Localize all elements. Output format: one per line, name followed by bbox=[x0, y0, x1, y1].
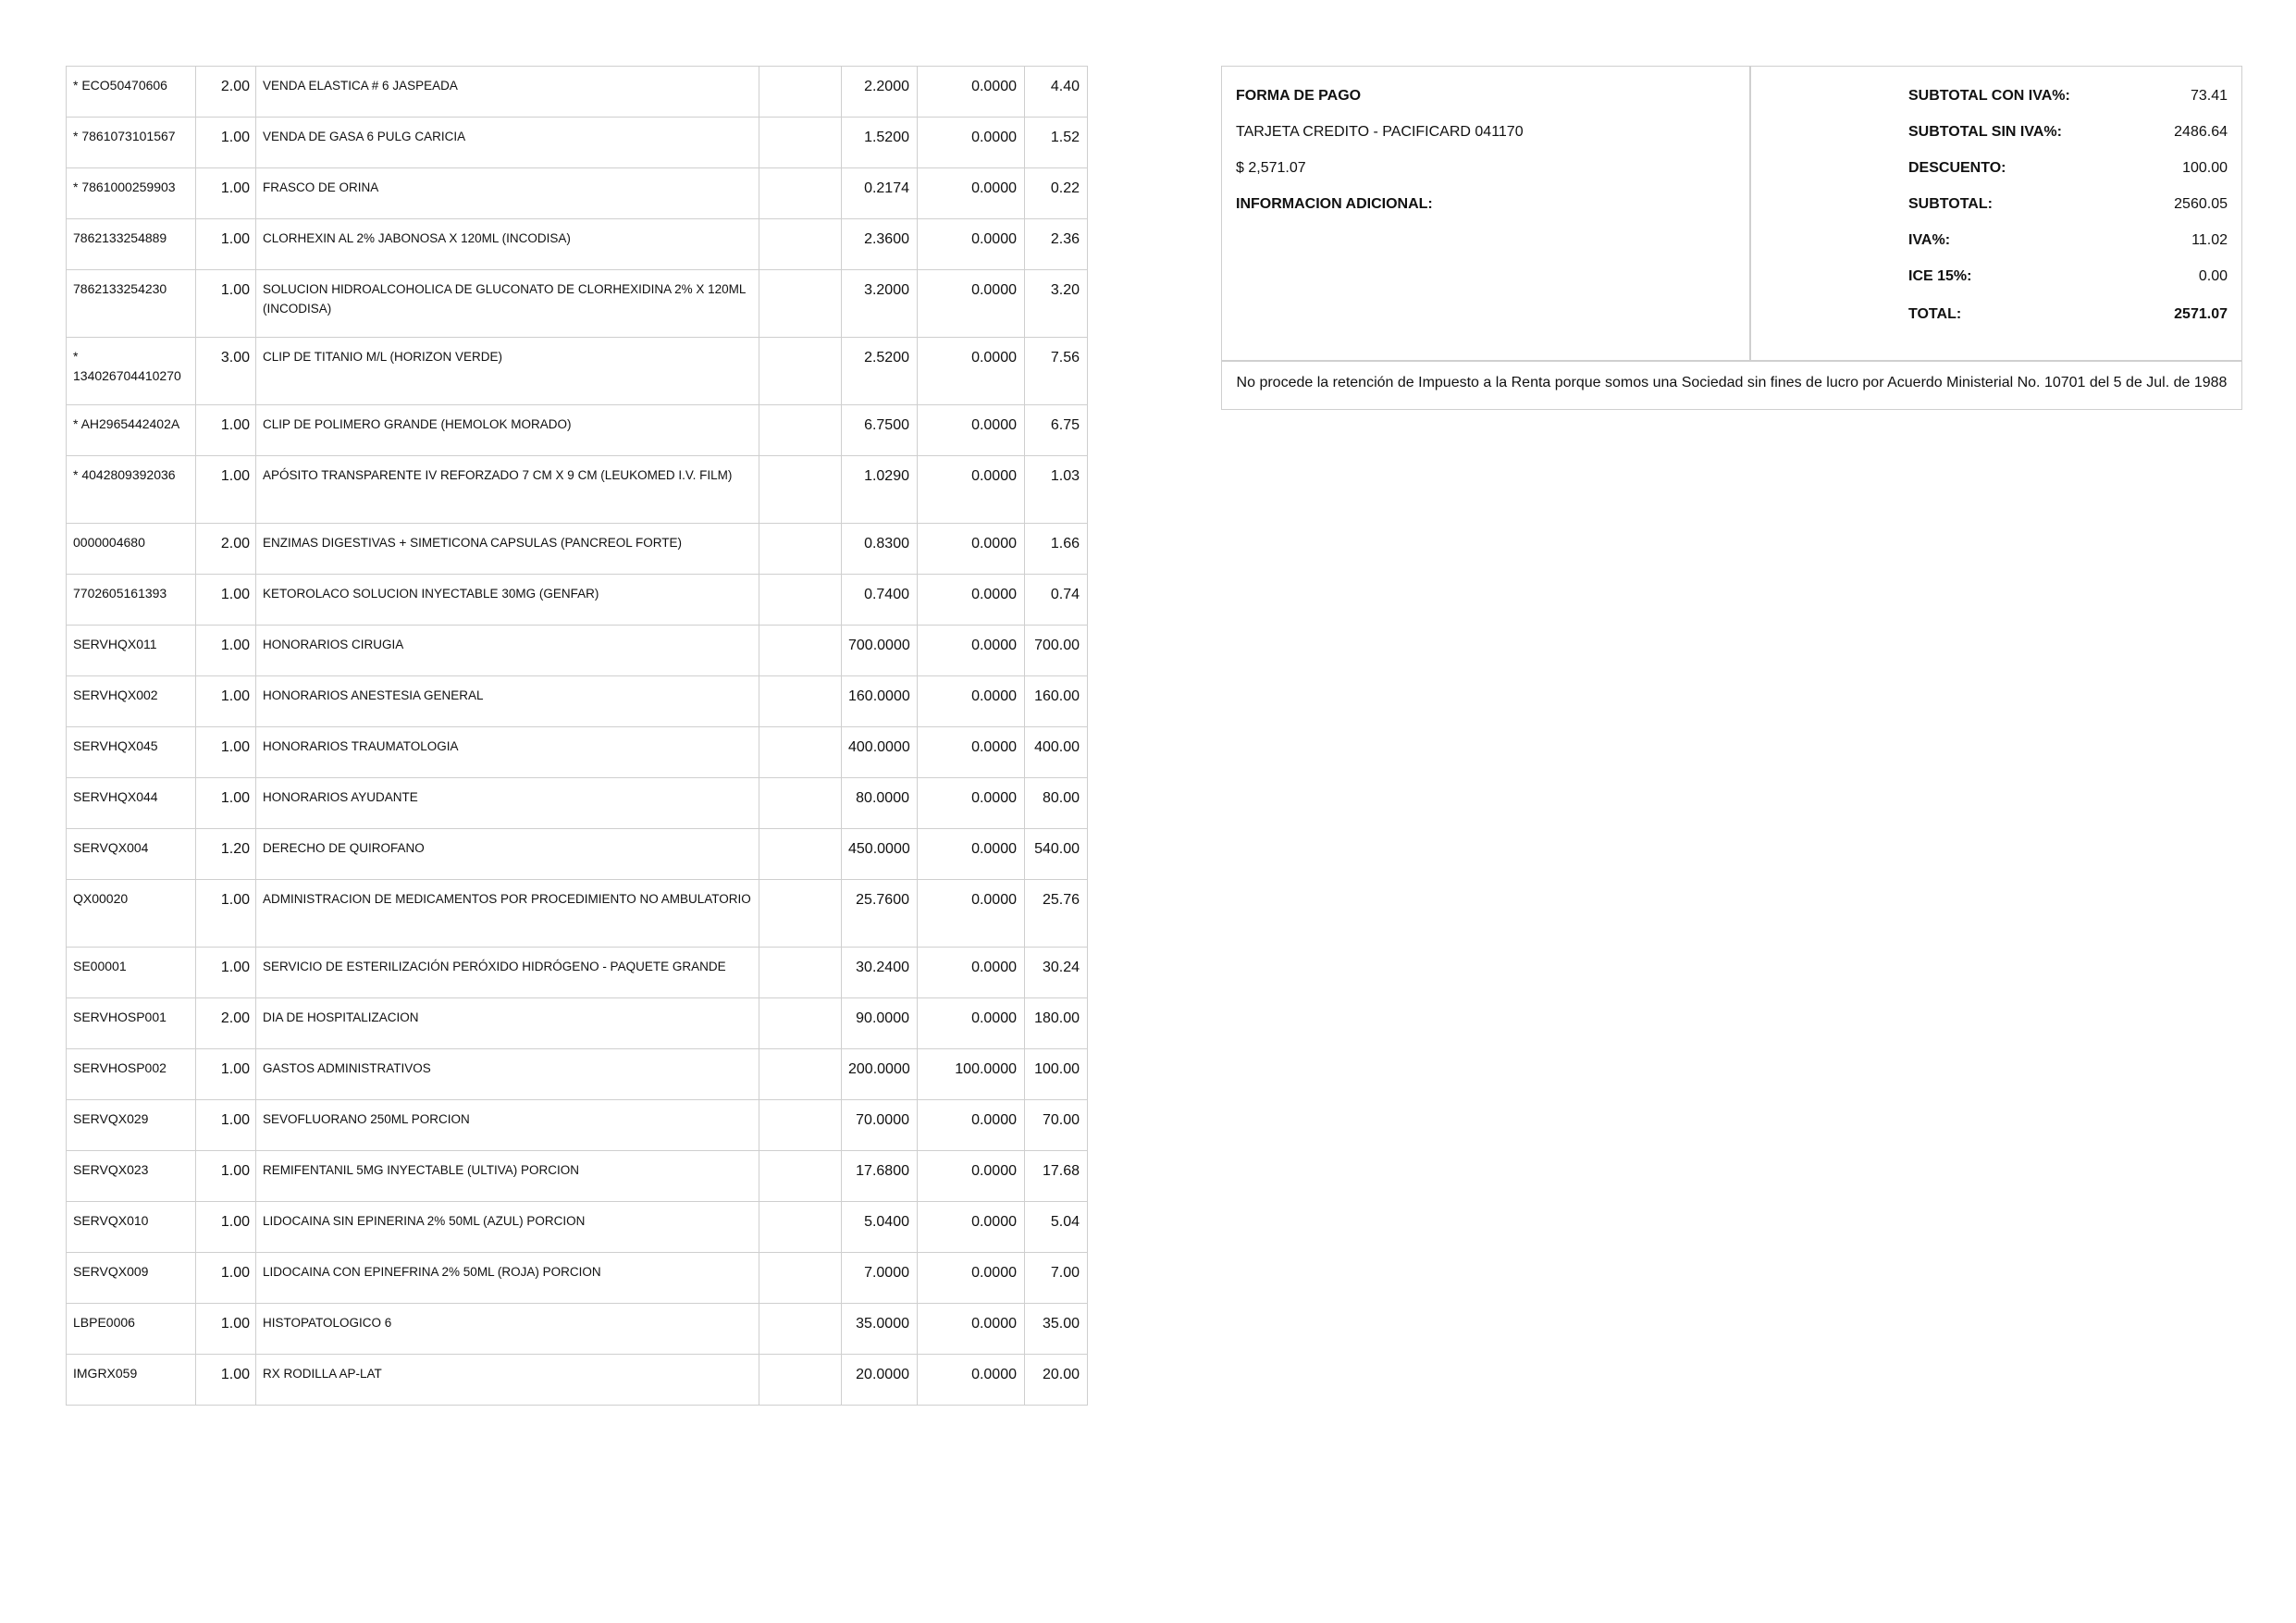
item-discount: 0.0000 bbox=[918, 1100, 1025, 1151]
item-description: FRASCO DE ORINA bbox=[256, 168, 759, 219]
item-description: LIDOCAINA SIN EPINERINA 2% 50ML (AZUL) PORCION bbox=[256, 1202, 759, 1253]
item-blank-cell bbox=[759, 67, 842, 118]
item-unit-price: 70.0000 bbox=[842, 1100, 918, 1151]
item-unit-price: 35.0000 bbox=[842, 1304, 918, 1355]
item-blank-cell bbox=[759, 1202, 842, 1253]
item-code: 7702605161393 bbox=[67, 575, 196, 626]
item-code: * ECO50470606 bbox=[67, 67, 196, 118]
item-code: SERVHQX044 bbox=[67, 778, 196, 829]
totals-row bbox=[1908, 121, 2228, 157]
item-total: 160.00 bbox=[1025, 676, 1088, 727]
item-total: 1.52 bbox=[1025, 118, 1088, 168]
totals-label: DESCUENTO: bbox=[1908, 160, 2006, 176]
item-code: * 7861000259903 bbox=[67, 168, 196, 219]
table-row bbox=[67, 880, 1088, 948]
item-description: HISTOPATOLOGICO 6 bbox=[256, 1304, 759, 1355]
item-unit-price: 2.3600 bbox=[842, 219, 918, 270]
totals-row bbox=[1908, 193, 2228, 229]
item-blank-cell bbox=[759, 1151, 842, 1202]
totals-value: 100.00 bbox=[2182, 160, 2228, 176]
totals-section bbox=[1908, 85, 2228, 340]
item-code: SERVQX023 bbox=[67, 1151, 196, 1202]
item-discount: 0.0000 bbox=[918, 829, 1025, 880]
item-blank-cell bbox=[759, 524, 842, 575]
item-discount: 0.0000 bbox=[918, 338, 1025, 405]
table-row bbox=[67, 270, 1088, 338]
item-unit-price: 25.7600 bbox=[842, 880, 918, 948]
totals-row bbox=[1908, 157, 2228, 193]
table-row bbox=[67, 829, 1088, 880]
item-discount: 0.0000 bbox=[918, 1253, 1025, 1304]
item-code: QX00020 bbox=[67, 880, 196, 948]
item-quantity: 1.00 bbox=[196, 118, 256, 168]
item-discount: 0.0000 bbox=[918, 998, 1025, 1049]
item-discount: 0.0000 bbox=[918, 1304, 1025, 1355]
item-blank-cell bbox=[759, 219, 842, 270]
item-code: SERVQX029 bbox=[67, 1100, 196, 1151]
item-description: ENZIMAS DIGESTIVAS + SIMETICONA CAPSULAS (PANCREOL FORTE) bbox=[256, 524, 759, 575]
item-quantity: 1.00 bbox=[196, 168, 256, 219]
item-discount: 0.0000 bbox=[918, 219, 1025, 270]
item-discount: 0.0000 bbox=[918, 575, 1025, 626]
item-description: REMIFENTANIL 5MG INYECTABLE (ULTIVA) PORCION bbox=[256, 1151, 759, 1202]
item-total: 2.36 bbox=[1025, 219, 1088, 270]
totals-label: IVA%: bbox=[1908, 232, 1951, 248]
item-quantity: 1.00 bbox=[196, 1049, 256, 1100]
item-quantity: 2.00 bbox=[196, 67, 256, 118]
item-unit-price: 200.0000 bbox=[842, 1049, 918, 1100]
item-blank-cell bbox=[759, 168, 842, 219]
item-description: VENDA ELASTICA # 6 JASPEADA bbox=[256, 67, 759, 118]
item-unit-price: 2.5200 bbox=[842, 338, 918, 405]
item-discount: 0.0000 bbox=[918, 270, 1025, 338]
item-blank-cell bbox=[759, 727, 842, 778]
totals-row bbox=[1908, 85, 2228, 121]
item-unit-price: 700.0000 bbox=[842, 626, 918, 676]
additional-info-label: INFORMACION ADICIONAL: bbox=[1236, 196, 1433, 212]
item-description: KETOROLACO SOLUCION INYECTABLE 30MG (GENFAR) bbox=[256, 575, 759, 626]
grand-total-label: TOTAL: bbox=[1908, 306, 1962, 322]
item-description: GASTOS ADMINISTRATIVOS bbox=[256, 1049, 759, 1100]
totals-value: 11.02 bbox=[2191, 232, 2228, 248]
item-code: SERVHOSP002 bbox=[67, 1049, 196, 1100]
item-total: 6.75 bbox=[1025, 405, 1088, 456]
payment-method: TARJETA CREDITO - PACIFICARD 041170 bbox=[1236, 124, 1524, 140]
item-quantity: 1.00 bbox=[196, 948, 256, 998]
table-row bbox=[67, 524, 1088, 575]
item-description: VENDA DE GASA 6 PULG CARICIA bbox=[256, 118, 759, 168]
item-description: HONORARIOS CIRUGIA bbox=[256, 626, 759, 676]
item-code: 0000004680 bbox=[67, 524, 196, 575]
totals-value: 2560.05 bbox=[2174, 196, 2228, 212]
item-code: * 7861073101567 bbox=[67, 118, 196, 168]
item-code: * 4042809392036 bbox=[67, 456, 196, 524]
item-unit-price: 0.7400 bbox=[842, 575, 918, 626]
item-unit-price: 0.8300 bbox=[842, 524, 918, 575]
item-blank-cell bbox=[759, 456, 842, 524]
table-row bbox=[67, 405, 1088, 456]
item-description: SERVICIO DE ESTERILIZACIÓN PERÓXIDO HIDRÓGENO - PAQUETE GRANDE bbox=[256, 948, 759, 998]
totals-label: SUBTOTAL SIN IVA%: bbox=[1908, 124, 2062, 140]
item-code: LBPE0006 bbox=[67, 1304, 196, 1355]
item-description: APÓSITO TRANSPARENTE IV REFORZADO 7 CM X 9 CM (LEUKOMED I.V. FILM) bbox=[256, 456, 759, 524]
item-unit-price: 5.0400 bbox=[842, 1202, 918, 1253]
item-blank-cell bbox=[759, 575, 842, 626]
item-code: SERVHQX011 bbox=[67, 626, 196, 676]
table-row bbox=[67, 575, 1088, 626]
item-discount: 0.0000 bbox=[918, 778, 1025, 829]
table-row bbox=[67, 456, 1088, 524]
item-discount: 0.0000 bbox=[918, 880, 1025, 948]
table-row bbox=[67, 778, 1088, 829]
item-blank-cell bbox=[759, 270, 842, 338]
totals-value: 73.41 bbox=[2190, 88, 2228, 104]
item-description: SOLUCION HIDROALCOHOLICA DE GLUCONATO DE CLORHEXIDINA 2% X 120ML (INCODISA) bbox=[256, 270, 759, 338]
item-total: 35.00 bbox=[1025, 1304, 1088, 1355]
item-description: RX RODILLA AP-LAT bbox=[256, 1355, 759, 1406]
item-discount: 0.0000 bbox=[918, 1202, 1025, 1253]
payment-amount: $ 2,571.07 bbox=[1236, 160, 1306, 176]
item-quantity: 1.00 bbox=[196, 270, 256, 338]
item-blank-cell bbox=[759, 1100, 842, 1151]
item-quantity: 1.00 bbox=[196, 626, 256, 676]
item-unit-price: 400.0000 bbox=[842, 727, 918, 778]
item-blank-cell bbox=[759, 778, 842, 829]
item-discount: 0.0000 bbox=[918, 67, 1025, 118]
item-description: ADMINISTRACION DE MEDICAMENTOS POR PROCEDIMIENTO NO AMBULATORIO bbox=[256, 880, 759, 948]
grand-total-value: 2571.07 bbox=[2174, 306, 2228, 322]
items-table bbox=[66, 66, 1088, 1406]
item-description: HONORARIOS TRAUMATOLOGIA bbox=[256, 727, 759, 778]
item-unit-price: 30.2400 bbox=[842, 948, 918, 998]
item-total: 7.56 bbox=[1025, 338, 1088, 405]
item-description: SEVOFLUORANO 250ML PORCION bbox=[256, 1100, 759, 1151]
item-discount: 0.0000 bbox=[918, 524, 1025, 575]
item-blank-cell bbox=[759, 1253, 842, 1304]
item-unit-price: 17.6800 bbox=[842, 1151, 918, 1202]
item-total: 400.00 bbox=[1025, 727, 1088, 778]
item-discount: 0.0000 bbox=[918, 405, 1025, 456]
table-row bbox=[67, 1151, 1088, 1202]
item-unit-price: 6.7500 bbox=[842, 405, 918, 456]
item-code: SERVHQX002 bbox=[67, 676, 196, 727]
item-quantity: 1.00 bbox=[196, 1202, 256, 1253]
table-row bbox=[67, 338, 1088, 405]
item-discount: 0.0000 bbox=[918, 456, 1025, 524]
item-code: * 134026704410270 bbox=[67, 338, 196, 405]
vertical-divider bbox=[1749, 67, 1751, 360]
item-unit-price: 20.0000 bbox=[842, 1355, 918, 1406]
item-total: 700.00 bbox=[1025, 626, 1088, 676]
item-total: 3.20 bbox=[1025, 270, 1088, 338]
item-description: DERECHO DE QUIROFANO bbox=[256, 829, 759, 880]
item-quantity: 1.00 bbox=[196, 1100, 256, 1151]
item-blank-cell bbox=[759, 880, 842, 948]
item-quantity: 1.00 bbox=[196, 575, 256, 626]
item-unit-price: 80.0000 bbox=[842, 778, 918, 829]
item-quantity: 1.00 bbox=[196, 456, 256, 524]
table-row bbox=[67, 676, 1088, 727]
item-blank-cell bbox=[759, 338, 842, 405]
item-quantity: 1.00 bbox=[196, 676, 256, 727]
item-total: 180.00 bbox=[1025, 998, 1088, 1049]
item-total: 1.66 bbox=[1025, 524, 1088, 575]
item-discount: 100.0000 bbox=[918, 1049, 1025, 1100]
totals-label: SUBTOTAL: bbox=[1908, 196, 1993, 212]
totals-value: 0.00 bbox=[2198, 268, 2228, 284]
item-unit-price: 90.0000 bbox=[842, 998, 918, 1049]
totals-row bbox=[1908, 266, 2228, 302]
grand-total-row bbox=[1908, 304, 2228, 340]
table-row bbox=[67, 118, 1088, 168]
item-code: * AH2965442402A bbox=[67, 405, 196, 456]
table-row bbox=[67, 1202, 1088, 1253]
item-unit-price: 7.0000 bbox=[842, 1253, 918, 1304]
totals-value: 2486.64 bbox=[2174, 124, 2228, 140]
item-quantity: 1.00 bbox=[196, 219, 256, 270]
item-blank-cell bbox=[759, 405, 842, 456]
item-quantity: 1.00 bbox=[196, 1151, 256, 1202]
item-unit-price: 450.0000 bbox=[842, 829, 918, 880]
table-row bbox=[67, 219, 1088, 270]
item-quantity: 3.00 bbox=[196, 338, 256, 405]
item-total: 0.74 bbox=[1025, 575, 1088, 626]
item-total: 70.00 bbox=[1025, 1100, 1088, 1151]
item-total: 540.00 bbox=[1025, 829, 1088, 880]
table-row bbox=[67, 168, 1088, 219]
table-row bbox=[67, 1304, 1088, 1355]
item-total: 4.40 bbox=[1025, 67, 1088, 118]
item-discount: 0.0000 bbox=[918, 118, 1025, 168]
item-unit-price: 3.2000 bbox=[842, 270, 918, 338]
tax-exemption-note: No procede la retención de Impuesto a la Renta porque somos una Sociedad sin fines de lucro por Acuerdo Ministerial No. 10701 del 5 de Jul. de 1988 bbox=[1236, 375, 2228, 390]
horizontal-divider bbox=[1222, 360, 2241, 362]
item-blank-cell bbox=[759, 998, 842, 1049]
item-code: 7862133254889 bbox=[67, 219, 196, 270]
item-total: 20.00 bbox=[1025, 1355, 1088, 1406]
item-description: CLIP DE POLIMERO GRANDE (HEMOLOK MORADO) bbox=[256, 405, 759, 456]
item-quantity: 1.00 bbox=[196, 880, 256, 948]
table-row bbox=[67, 998, 1088, 1049]
totals-label: ICE 15%: bbox=[1908, 268, 1972, 284]
totals-row bbox=[1908, 229, 2228, 266]
item-description: CLORHEXIN AL 2% JABONOSA X 120ML (INCODISA) bbox=[256, 219, 759, 270]
item-code: SERVHOSP001 bbox=[67, 998, 196, 1049]
item-code: 7862133254230 bbox=[67, 270, 196, 338]
item-blank-cell bbox=[759, 829, 842, 880]
item-code: IMGRX059 bbox=[67, 1355, 196, 1406]
item-blank-cell bbox=[759, 948, 842, 998]
table-row bbox=[67, 1100, 1088, 1151]
item-total: 5.04 bbox=[1025, 1202, 1088, 1253]
item-description: DIA DE HOSPITALIZACION bbox=[256, 998, 759, 1049]
table-row bbox=[67, 1355, 1088, 1406]
item-quantity: 2.00 bbox=[196, 524, 256, 575]
item-discount: 0.0000 bbox=[918, 676, 1025, 727]
table-row bbox=[67, 626, 1088, 676]
item-quantity: 1.00 bbox=[196, 1253, 256, 1304]
item-discount: 0.0000 bbox=[918, 727, 1025, 778]
item-total: 25.76 bbox=[1025, 880, 1088, 948]
item-total: 30.24 bbox=[1025, 948, 1088, 998]
item-discount: 0.0000 bbox=[918, 168, 1025, 219]
table-row bbox=[67, 1253, 1088, 1304]
item-code: SERVHQX045 bbox=[67, 727, 196, 778]
table-row bbox=[67, 727, 1088, 778]
item-quantity: 2.00 bbox=[196, 998, 256, 1049]
item-quantity: 1.20 bbox=[196, 829, 256, 880]
item-total: 1.03 bbox=[1025, 456, 1088, 524]
item-code: SERVQX004 bbox=[67, 829, 196, 880]
item-description: HONORARIOS AYUDANTE bbox=[256, 778, 759, 829]
payment-title: FORMA DE PAGO bbox=[1236, 88, 1362, 104]
item-quantity: 1.00 bbox=[196, 1304, 256, 1355]
item-description: LIDOCAINA CON EPINEFRINA 2% 50ML (ROJA) PORCION bbox=[256, 1253, 759, 1304]
item-discount: 0.0000 bbox=[918, 948, 1025, 998]
item-unit-price: 1.5200 bbox=[842, 118, 918, 168]
item-blank-cell bbox=[759, 118, 842, 168]
item-total: 80.00 bbox=[1025, 778, 1088, 829]
item-code: SE00001 bbox=[67, 948, 196, 998]
table-row bbox=[67, 67, 1088, 118]
item-blank-cell bbox=[759, 1304, 842, 1355]
totals-label: SUBTOTAL CON IVA%: bbox=[1908, 88, 2070, 104]
item-total: 0.22 bbox=[1025, 168, 1088, 219]
item-blank-cell bbox=[759, 676, 842, 727]
item-unit-price: 1.0290 bbox=[842, 456, 918, 524]
item-quantity: 1.00 bbox=[196, 1355, 256, 1406]
item-discount: 0.0000 bbox=[918, 1151, 1025, 1202]
item-quantity: 1.00 bbox=[196, 405, 256, 456]
item-unit-price: 160.0000 bbox=[842, 676, 918, 727]
item-unit-price: 2.2000 bbox=[842, 67, 918, 118]
item-code: SERVQX009 bbox=[67, 1253, 196, 1304]
item-quantity: 1.00 bbox=[196, 778, 256, 829]
item-code: SERVQX010 bbox=[67, 1202, 196, 1253]
item-discount: 0.0000 bbox=[918, 626, 1025, 676]
item-description: CLIP DE TITANIO M/L (HORIZON VERDE) bbox=[256, 338, 759, 405]
payment-section bbox=[1236, 85, 1735, 229]
item-total: 100.00 bbox=[1025, 1049, 1088, 1100]
item-blank-cell bbox=[759, 626, 842, 676]
item-total: 17.68 bbox=[1025, 1151, 1088, 1202]
payment-summary-box bbox=[1221, 66, 2242, 410]
item-total: 7.00 bbox=[1025, 1253, 1088, 1304]
table-row bbox=[67, 948, 1088, 998]
table-row bbox=[67, 1049, 1088, 1100]
item-description: HONORARIOS ANESTESIA GENERAL bbox=[256, 676, 759, 727]
item-quantity: 1.00 bbox=[196, 727, 256, 778]
item-unit-price: 0.2174 bbox=[842, 168, 918, 219]
item-blank-cell bbox=[759, 1049, 842, 1100]
item-blank-cell bbox=[759, 1355, 842, 1406]
item-discount: 0.0000 bbox=[918, 1355, 1025, 1406]
